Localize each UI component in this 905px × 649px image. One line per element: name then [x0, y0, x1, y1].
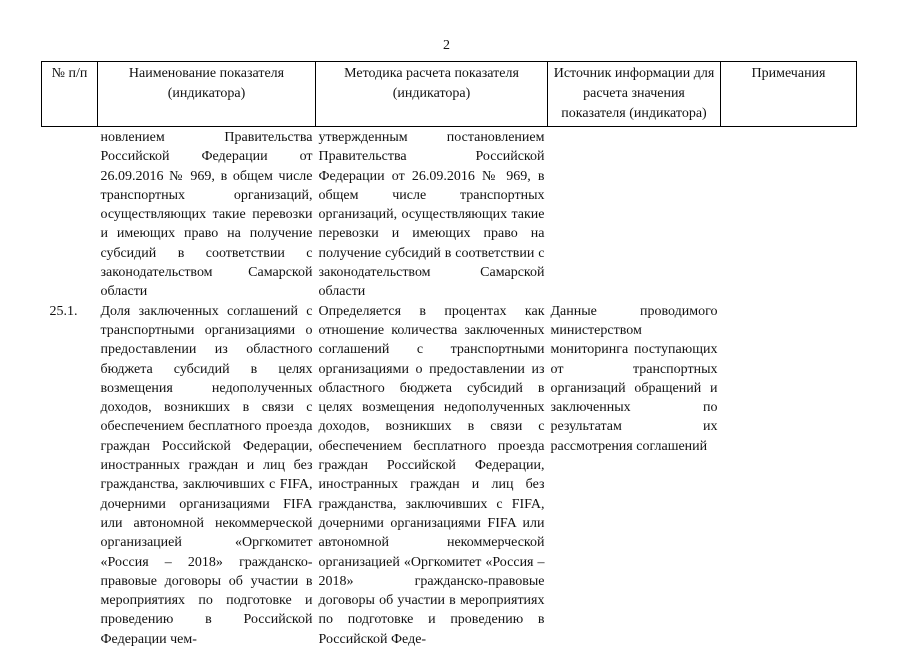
header-indicator-name: Наименование показателя (индикатора) — [98, 62, 316, 127]
notes-cell — [721, 127, 857, 302]
indicator-name-cell: Доля заключенных соглашений с транспортными организациями о предоставлении из областного бюджета субсидий в целях возмещения недополученных доходов, возникших в связи с обеспечением бесплатного проезда граждан Российской Федерации, иностранных граждан и лиц без гражданства, заключивших с FIFA, дочерними организациями FIFA или автономной некоммерческой организацией «Оргкомитет «Россия – 2018» гражданско-правовые договоры об участии в мероприятиях по подготовке и проведению в Российской Федерации чем- — [98, 302, 316, 649]
row-number-cell — [42, 127, 98, 302]
table-row — [42, 302, 857, 649]
indicator-name-cell: новлением Правительства Российской Федерации от 26.09.2016 № 969, в общем числе транспортных организаций, осуществляющих такие перевозки и имеющих право на получение субсидий в соответствии с законодательством Самарской области — [98, 127, 316, 302]
notes-cell — [721, 302, 857, 649]
page-number: 2 — [443, 38, 450, 54]
header-information-source: Источник информации для расчета значения показателя (индикатора) — [548, 62, 721, 127]
header-calculation-method: Методика расчета показателя (индикатора) — [316, 62, 548, 127]
table-row — [42, 127, 857, 302]
table-header — [42, 62, 857, 127]
information-source-cell — [548, 127, 721, 302]
header-notes: Примечания — [721, 62, 857, 127]
header-row — [42, 62, 857, 127]
calculation-method-cell: Определяется в процентах как отношение количества заключенных соглашений с транспортными организациями о предоставлении из областного бюджета субсидий в целях возмещения недополученных доходов, возникших в связи с обеспечением бесплатного проезда граждан Российской Федерации, иностранных граждан и лиц без гражданства, заключивших с FIFA, дочерними организациями FIFA или автономной некоммерческой организацией «Оргкомитет «Россия – 2018» гражданско-правовые договоры об участии в мероприятиях по подготовке и проведению в Российской Феде- — [316, 302, 548, 649]
information-source-cell: Данные проводимого министерством мониторинга поступающих от транспортных организаций обращений и заключенных по результатам их рассмотрения соглашений — [548, 302, 721, 649]
calculation-method-cell: утвержденным постановлением Правительства Российской Федерации от 26.09.2016 № 969, в общем числе транспортных организаций, осуществляющих такие перевозки и имеющих право на получение субсидий в соответствии с законодательством Самарской области — [316, 127, 548, 302]
table-body — [42, 127, 857, 649]
header-num: № п/п — [42, 62, 98, 127]
indicators-table — [41, 61, 857, 649]
row-number-cell: 25.1. — [42, 302, 98, 649]
